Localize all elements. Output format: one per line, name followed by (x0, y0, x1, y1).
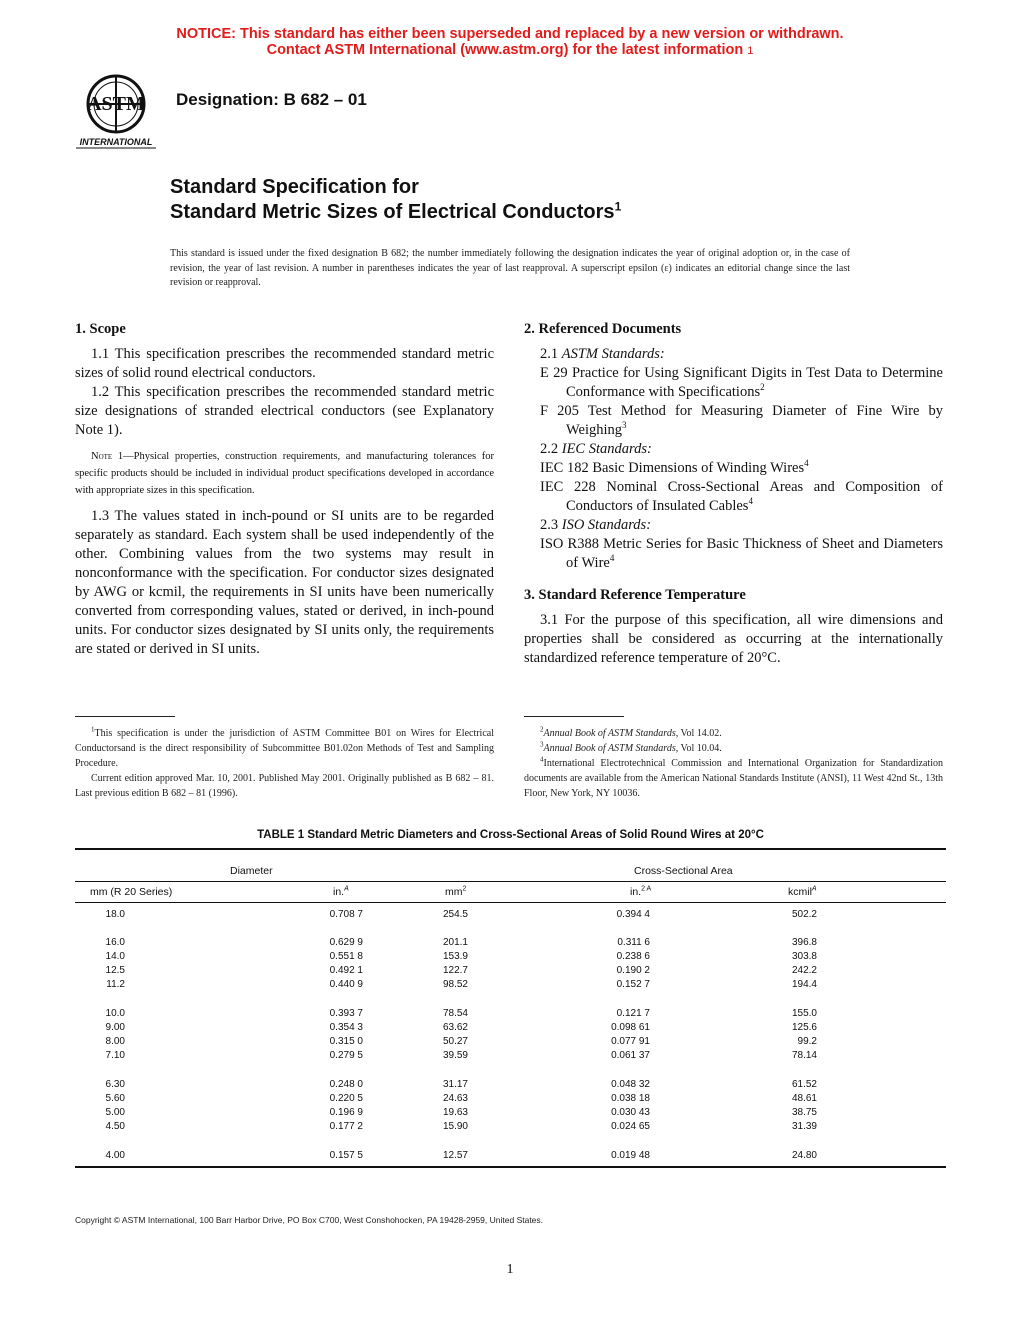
title-line-2-text: Standard Metric Sizes of Electrical Conductors (170, 201, 615, 223)
cell-mm: 4.50 (105, 1121, 125, 1132)
footnote-4-mark: 4 (540, 755, 544, 764)
ref-2-2-num: 2.2 (540, 441, 562, 457)
cell-in: 0.354 3 (329, 1022, 363, 1033)
cell-kcmil: 48.61 (791, 1093, 817, 1104)
ref-2-1-num: 2.1 (540, 346, 562, 362)
cell-in2: 0.152 7 (616, 979, 650, 990)
table-1 (75, 848, 946, 1168)
cell-in2: 0.077 91 (611, 1036, 650, 1047)
title-line-1: Standard Specification for (170, 176, 419, 198)
cell-in2: 0.061 37 (611, 1050, 650, 1061)
footnote-3-book: Annual Book of ASTM Standards (543, 743, 676, 754)
scope-heading: 1. Scope (75, 321, 126, 337)
cell-mm: 6.30 (105, 1079, 125, 1090)
header-cross-sectional-area: Cross-Sectional Area (634, 865, 733, 877)
ref-e29-fn: 2 (760, 382, 765, 393)
scope-note-1 (75, 448, 494, 499)
cell-kcmil: 242.2 (791, 965, 817, 976)
footnote-4 (524, 756, 943, 801)
col-in2-text: in. (630, 886, 642, 898)
footnote-2-mark: 2 (540, 725, 544, 734)
logo-subtitle: INTERNATIONAL (79, 137, 153, 147)
table-top-rule (75, 848, 946, 850)
note-label: Note 1 (91, 451, 124, 462)
scope-1-3: 1.3 The values stated in inch-pound or SI units are to be regarded separately as standard. Each system shall be used independently of the other. Combining values from the two systems may result in nonconformance with the specification. For conductor sizes designated by AWG or kcmil, the requirements in SI units have been numerically converted from corresponding values, stated or derived, in inch-pound units. For conductor sizes designated by SI units only, the requirements are stated or derived in SI units. (75, 508, 494, 657)
cell-in: 0.279 5 (329, 1050, 363, 1061)
col-mm2-sup: 2 (462, 885, 467, 893)
footnote-1 (75, 726, 494, 771)
ref-iec182-fn: 4 (804, 458, 809, 469)
ref-isor388 (540, 535, 943, 573)
col-mm2-text: mm (445, 886, 463, 898)
col-in-text: in. (333, 886, 345, 898)
cell-in2: 0.048 32 (611, 1079, 650, 1090)
edition-note: Current edition approved Mar. 10, 2001. Published May 2001. Originally published as B 682 – 81. Last previous edition B 682 – 81 (1996). (75, 773, 494, 799)
cell-in: 0.440 9 (329, 979, 363, 990)
col-kcmil-text: kcmil (788, 886, 812, 898)
cell-in: 0.177 2 (329, 1121, 363, 1132)
right-column (524, 320, 943, 668)
footnote-4-text: International Electrotechnical Commission and International Organization for Standardization documents are available from the American National Standards Institute (ANSI), 11 West 42nd St., 13th Floor, New York, NY 10036. (524, 758, 943, 799)
cell-in: 0.220 5 (329, 1093, 363, 1104)
col-in2 (630, 886, 651, 898)
ref-2-3 (524, 516, 943, 535)
cell-kcmil: 194.4 (791, 979, 817, 990)
col-mm: mm (R 20 Series) (90, 886, 173, 898)
footnotes-left (75, 726, 494, 801)
cell-kcmil: 78.14 (791, 1050, 817, 1061)
cell-in2: 0.121 7 (616, 1008, 650, 1019)
cell-in2: 0.098 61 (611, 1022, 650, 1033)
cell-mm: 5.00 (105, 1107, 125, 1118)
table-group-rule (75, 881, 946, 882)
cell-mm2: 31.17 (442, 1079, 468, 1090)
cell-in: 0.708 7 (329, 909, 363, 920)
ref-2-1 (524, 345, 943, 364)
cell-in: 0.196 9 (329, 1107, 363, 1118)
notice-line-2 (0, 42, 1020, 59)
cell-mm2: 254.5 (442, 909, 468, 920)
table-header-rule (75, 902, 946, 903)
note-text: —Physical properties, construction requirements, and manufacturing tolerances for specific products should be included in individual product specifications developed in accordance with appropriate sizes in this specification. (75, 451, 494, 496)
cell-kcmil: 24.80 (791, 1150, 817, 1161)
cell-mm: 10.0 (105, 1008, 125, 1019)
cell-in: 0.629 9 (329, 937, 363, 948)
copyright: Copyright © ASTM International, 100 Barr Harbor Drive, PO Box C700, West Conshohocken, PA 19428-2959, United States. (75, 1215, 544, 1225)
cell-mm2: 78.54 (442, 1008, 468, 1019)
temperature-3-1: 3.1 For the purpose of this specification, all wire dimensions and properties shall be considered as occurring at the internationally standardized reference temperature of 20°C. (524, 612, 943, 666)
col-kcmil-sup: A (811, 885, 817, 893)
cell-mm2: 50.27 (442, 1036, 468, 1047)
cell-mm: 11.2 (106, 979, 125, 990)
cell-mm2: 63.62 (442, 1022, 468, 1033)
astm-logo (70, 70, 162, 152)
notice-page-marker: 1 (747, 45, 754, 57)
table-caption: TABLE 1 Standard Metric Diameters and Cross-Sectional Areas of Solid Round Wires at 20°C (257, 829, 764, 841)
ref-iec228-fn: 4 (748, 496, 753, 507)
cell-kcmil: 61.52 (791, 1079, 817, 1090)
ref-f205-fn: 3 (622, 420, 627, 431)
temperature-heading: 3. Standard Reference Temperature (524, 587, 746, 603)
ref-f205-text: F 205 Test Method for Measuring Diameter of Fine Wire by Weighing (540, 403, 943, 438)
designation: Designation: B 682 – 01 (176, 90, 367, 109)
ref-isor388-fn: 4 (609, 553, 615, 564)
footnote-3-mark: 3 (540, 740, 544, 749)
cell-mm2: 15.90 (442, 1121, 468, 1132)
footnote-2 (524, 726, 943, 741)
notice-banner (0, 26, 1020, 59)
scope-1-2: 1.2 This specification prescribes the recommended standard metric size designations of stranded electrical conductors (see Explanatory Note 1). (75, 384, 494, 438)
col-in (333, 886, 349, 898)
notice-line-1: NOTICE: This standard has either been superseded and replaced by a new version or withdrawn. (176, 26, 844, 42)
cell-kcmil: 502.2 (791, 909, 817, 920)
cell-in2: 0.190 2 (616, 965, 650, 976)
cell-kcmil: 99.2 (797, 1036, 817, 1047)
cell-in: 0.315 0 (329, 1036, 363, 1047)
title-footnote-ref: 1 (614, 199, 622, 214)
cell-kcmil: 38.75 (791, 1107, 817, 1118)
intro-paragraph: This standard is issued under the fixed designation B 682; the number immediately following the designation indicates the year of original adoption or, in the case of revision, the year of last revision. A number in parentheses indicates the year of last reapproval. A superscript epsilon (ε) indicates an editorial change since the last revision or reapproval. (170, 248, 850, 289)
document-title (170, 175, 621, 225)
col-in-sup: A (344, 885, 349, 893)
cell-in: 0.551 8 (329, 951, 363, 962)
table-bottom-rule (75, 1166, 946, 1168)
logo-letters: ASTM (87, 93, 145, 115)
ref-iec228-text: IEC 228 Nominal Cross-Sectional Areas and Composition of Conductors of Insulated Cables (540, 479, 943, 514)
cell-mm2: 98.52 (442, 979, 468, 990)
cell-mm2: 201.1 (442, 937, 468, 948)
cell-mm2: 153.9 (442, 951, 468, 962)
footnotes-right (524, 726, 943, 801)
ref-iec182-text: IEC 182 Basic Dimensions of Winding Wires (540, 460, 805, 476)
cell-mm2: 24.63 (442, 1093, 468, 1104)
footnote-1-mark: 1 (91, 725, 95, 734)
ref-2-3-title: ISO Standards: (561, 517, 652, 533)
cell-mm: 4.00 (105, 1150, 125, 1161)
cell-mm2: 19.63 (442, 1107, 468, 1118)
ref-2-2-title: IEC Standards: (561, 441, 652, 457)
cell-mm: 8.00 (105, 1036, 125, 1047)
col-in2-sup: 2 A (641, 885, 652, 893)
cell-mm2: 39.59 (442, 1050, 468, 1061)
ref-e29-text: E 29 Practice for Using Significant Digits in Test Data to Determine Conformance with Specifications (540, 365, 943, 400)
ref-iec228 (540, 478, 943, 516)
cell-in2: 0.394 4 (616, 909, 650, 920)
ref-f205 (540, 402, 943, 440)
cell-kcmil: 396.8 (791, 937, 817, 948)
footnote-2-book: Annual Book of ASTM Standards (543, 728, 676, 739)
ref-e29 (540, 364, 943, 402)
cell-mm2: 12.57 (442, 1150, 468, 1161)
cell-in2: 0.311 6 (617, 937, 650, 948)
cell-mm2: 122.7 (442, 965, 468, 976)
cell-in: 0.393 7 (329, 1008, 363, 1019)
cell-in: 0.248 0 (329, 1079, 363, 1090)
col-kcmil (788, 886, 817, 898)
cell-in: 0.157 5 (329, 1150, 363, 1161)
cell-mm: 12.5 (105, 965, 125, 976)
title-line-2 (170, 200, 621, 225)
page-number: 1 (506, 1262, 514, 1277)
col-mm2 (445, 886, 466, 898)
footnote-rule-right (524, 716, 624, 717)
cell-mm: 16.0 (105, 937, 125, 948)
footnote-3-vol: , Vol 10.04. (675, 743, 722, 754)
footnote-3 (524, 741, 943, 756)
header-diameter: Diameter (230, 865, 273, 877)
cell-kcmil: 303.8 (791, 951, 817, 962)
footnote-1-text: This specification is under the jurisdiction of ASTM Committee B01 on Wires for Electrical Conductorsand is the direct responsibility of Subcommittee B01.02on Methods of Test and Sampling Procedure. (75, 728, 494, 769)
cell-kcmil: 155.0 (791, 1008, 817, 1019)
cell-in2: 0.030 43 (611, 1107, 650, 1118)
cell-kcmil: 31.39 (791, 1121, 817, 1132)
ref-2-2 (524, 440, 943, 459)
left-column (75, 320, 494, 659)
cell-mm: 14.0 (105, 951, 125, 962)
scope-1-1: 1.1 This specification prescribes the recommended standard metric sizes of solid round electrical conductors. (75, 346, 494, 381)
footnote-2-vol: , Vol 14.02. (675, 728, 722, 739)
references-heading: 2. Referenced Documents (524, 321, 682, 337)
cell-mm: 5.60 (105, 1093, 125, 1104)
astm-logo-icon (70, 70, 162, 152)
cell-mm: 18.0 (105, 909, 125, 920)
cell-in2: 0.238 6 (616, 951, 650, 962)
cell-in: 0.492 1 (329, 965, 363, 976)
cell-mm: 9.00 (105, 1022, 125, 1033)
ref-2-3-num: 2.3 (540, 517, 562, 533)
ref-2-1-title: ASTM Standards: (561, 346, 665, 362)
ref-iec182 (540, 459, 943, 478)
footnote-rule-left (75, 716, 175, 717)
cell-in2: 0.038 18 (611, 1093, 650, 1104)
cell-mm: 7.10 (105, 1050, 125, 1061)
notice-line-2-text: Contact ASTM International (www.astm.org) for the latest information (266, 42, 744, 58)
cell-kcmil: 125.6 (791, 1022, 817, 1033)
cell-in2: 0.024 65 (611, 1121, 650, 1132)
cell-in2: 0.019 48 (611, 1150, 650, 1161)
ref-isor388-text: ISO R388 Metric Series for Basic Thickness of Sheet and Diameters of Wire (540, 536, 943, 571)
